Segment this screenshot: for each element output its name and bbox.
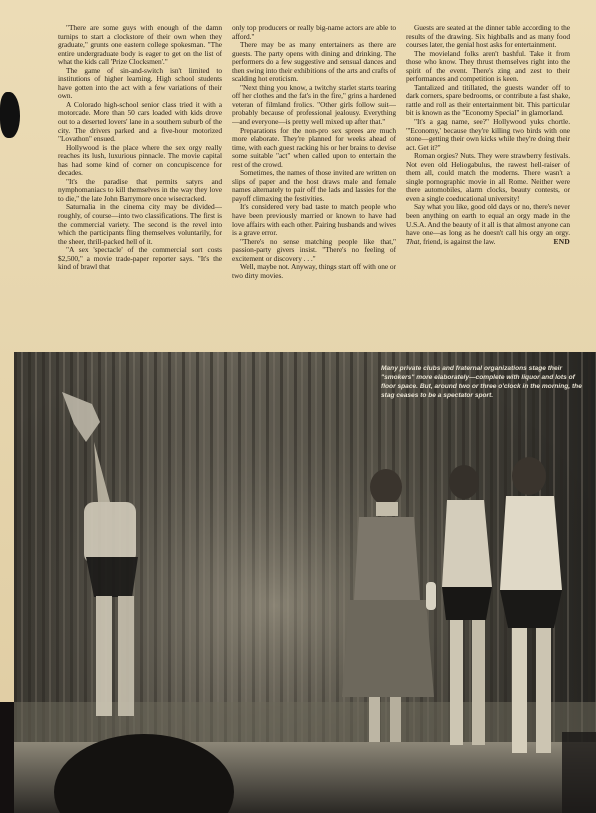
paragraph-text: The movieland folks aren't bashful. Take it from those who know. They thrust themselves right into the spirit of the event. There's zing and zest to their performances and competition is keen. <box>406 48 570 84</box>
article-paragraph <box>232 84 396 127</box>
article-paragraph <box>58 178 222 204</box>
article-paragraph <box>58 203 222 246</box>
article-paragraph <box>58 24 222 67</box>
paragraph-text: "It's the paradise that permits satyrs and nymphomaniacs to kill themselves in the way they love to die," the late John Barrymore once wisecracked. <box>58 176 222 203</box>
article-column-2 <box>232 24 396 350</box>
article-column-3 <box>406 24 570 350</box>
article-paragraph <box>58 246 222 272</box>
paragraph-text: Well, maybe not. Anyway, things start off with one or two dirty movies. <box>232 262 396 280</box>
article-paragraph <box>406 84 570 118</box>
article-paragraph <box>58 144 222 178</box>
paragraph-text: A Colorado high-school senior class tried it with a motorcade. More than 50 cars loaded with kids drove out to a deserted lovers' lane in a southern suburb of the city. The drivers parked and a five-hour motorized "Lovathon" ensued. <box>58 99 222 144</box>
paragraph-text: "There are some guys with enough of the damn turnips to start a clockstore of their own when they graduate," grunts one eastern college spokesman. "The entire undergraduate body is eager to get on the list of what the kids call 'Prize Clocksmen'." <box>58 24 222 67</box>
paragraph-text: only top producers or really big-name actors are able to afford." <box>232 24 396 41</box>
paragraph-text: The game of sin-and-switch isn't limited to institutions of higher learning. High school students have gotten into the act with a few variations of their own. <box>58 65 222 101</box>
ink-blot <box>0 92 20 138</box>
emphasis-text: That, <box>406 236 422 246</box>
paragraph-text: Tantalized and titillated, the guests wander off to dark corners, spare bedrooms, or contribute a fast shake, rattle and roll as their entertainment bit. This particular bit is known as the "Economy Special" in glamorland. <box>406 82 570 118</box>
article-column-1 <box>58 24 222 350</box>
photo-caption: Many private clubs and fraternal organizations stage their "smokers" more elaborately—complete with liquor and lots of floor space. But, around two or three o'clock in the morning, the stag ceases to be a spectator sport. <box>381 365 582 399</box>
paragraph-text: "It's a gag name, see?" Hollywood yuks chortle. "'Economy,' because they're killing two birds with one stone—getting their own kicks while they're doing their act. Get it?" <box>406 117 570 152</box>
article-paragraph <box>232 263 396 280</box>
article-paragraph <box>232 127 396 170</box>
article-paragraph <box>232 41 396 84</box>
article-paragraph <box>406 203 570 246</box>
paragraph-text: "A sex 'spectacle' of the commercial sort costs $2,500," a movie trade-paper reporter says. "It's the kind of brawl that <box>58 245 222 272</box>
paragraph-text: It's considered very bad taste to match people who have been previously married or known to have had love affairs with each other. Pairing husbands and wives is a grave error. <box>232 202 396 238</box>
paragraph-text: Saturnalia in the cinema city may be divided—roughly, of course—into two classifications. The first is the commercial variety. The second is the revel into which the participants fling themselves voluntarily, for the sheer, thrill-packed hell of it. <box>58 202 222 246</box>
article-paragraph <box>232 24 396 41</box>
end-mark: END <box>553 236 570 246</box>
paragraph-text: Preparations for the non-pro sex sprees are much more elaborate. They're planned for weeks ahead of time, with each guest racking his or her brains to devise some suitable "act" when called upon to entertain the rest of the crowd. <box>232 125 396 169</box>
article-paragraph <box>406 24 570 50</box>
paragraph-text: Say what you like, good old days or no, there's never been anything on earth to equal an orgy made in the U.S.A. And the beauty of it all is that almost anyone can have one—as long as he doesn't call his orgy an orgy. <box>406 202 570 238</box>
paragraph-text: "Next thing you know, a twitchy starlet starts tearing off her clothes and the fat's in the fire," grins a hardened veteran of filmland frolics. "Other girls follow suit—probably because of professional jealousy. Everything—and everyone—is pretty well mixed up after that." <box>232 82 396 127</box>
paragraph-text: "There's no sense matching people like that," passion-party givers insist. "There's no feeling of excitement or discovery . . ." <box>232 236 396 263</box>
article-paragraph <box>232 203 396 237</box>
paragraph-text: Sometimes, the names of those invited are written on slips of paper and the host draws male and female names alternately to pair off the lads and lassies for the payoff climaxing the festivities. <box>232 168 396 203</box>
stage-photo <box>14 352 596 813</box>
article-paragraph <box>406 152 570 203</box>
article-paragraph <box>232 169 396 203</box>
stage-photo-illustration <box>14 352 596 813</box>
paragraph-text: Guests are seated at the dinner table according to the results of the drawing. Six highballs and as many food courses later, the genial host asks for entertainment. <box>406 24 570 50</box>
paragraph-text-end: friend, is against the law. <box>421 236 496 246</box>
article-paragraph <box>232 238 396 264</box>
article-body <box>58 24 570 350</box>
article-paragraph <box>58 67 222 101</box>
article-paragraph <box>58 101 222 144</box>
article-paragraph <box>406 118 570 152</box>
article-paragraph <box>406 50 570 84</box>
paragraph-text: Hollywood is the place where the sex orgy really reaches its lush, luxurious pinnacle. The movie capital has had some kind of corner on concupiscence for decades. <box>58 142 222 178</box>
paragraph-text: Roman orgies? Nuts. They were strawberry festivals. Not even old Heliogabulus, the rawest hell-raiser of them all, could match the moderns. There wasn't a single pornographic movie in all Rome. Neither were there automobiles, alarm clocks, beauty contests, or even a single coeducational university! <box>406 151 570 203</box>
paragraph-text: There may be as many entertainers as there are guests. The party opens with dining and drinking. The performers do a few suggestive and sensual dances and then swing into their exhibitions of the arts and crafts of scalding hot eroticism. <box>232 40 396 84</box>
